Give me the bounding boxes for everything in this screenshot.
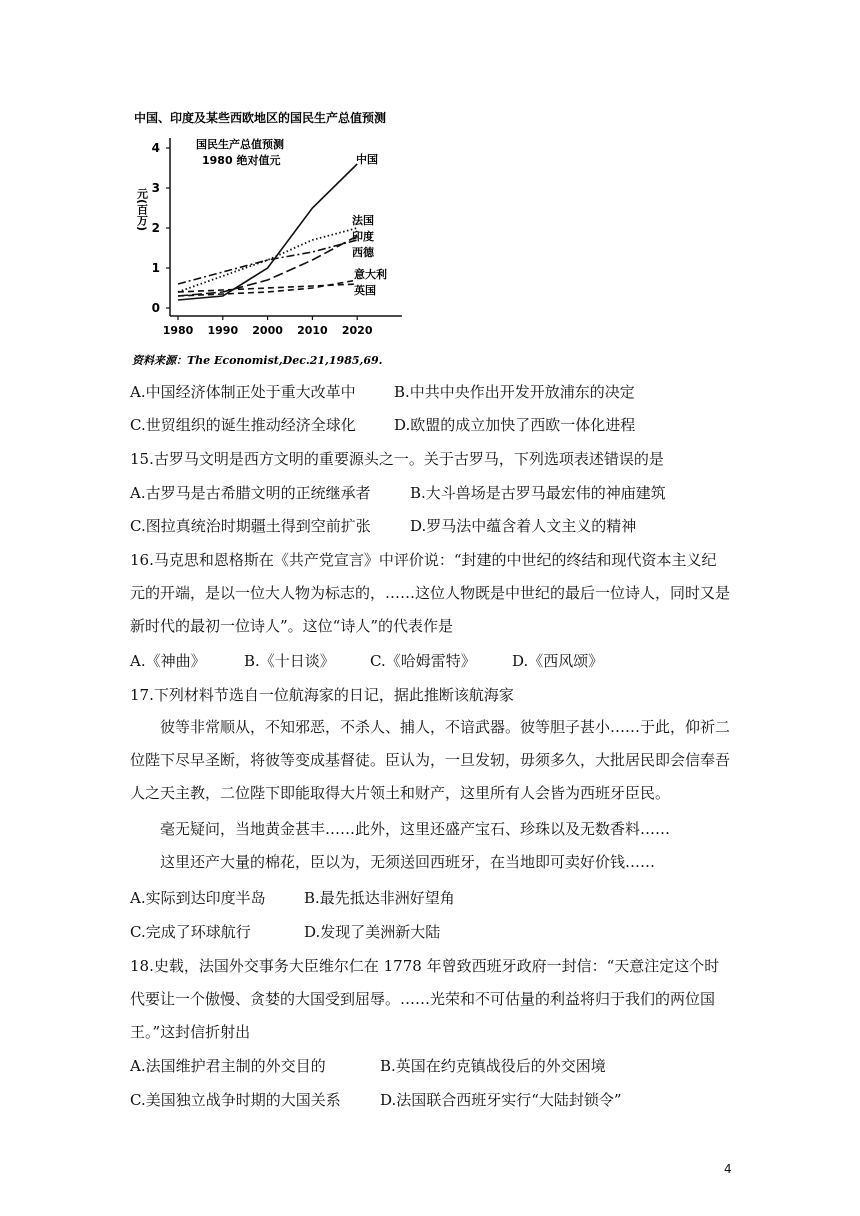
series-line-英国 <box>178 284 357 292</box>
q15-stem: 15.古罗马文明是西方文明的重要源头之一。关于古罗马，下列选项表述错误的是 <box>130 450 664 468</box>
q15-option-d: D.罗马法中蕴含着人文主义的精神 <box>410 517 637 535</box>
q16-option-b: B.《十日谈》 <box>244 652 335 670</box>
q17-passage-1: 彼等非常顺从，不知邪恶，不杀人、捕人，不谙武器。彼等胆子甚小……于此，仰祈二位陛下尽早圣断，将彼等变成基督徒。臣认为，一旦发轫，毋须多久，大批居民即会信奉吾人之天主教，二位陛下即能取得大片领土和财产，这里所有人会皆为西班牙臣民。 <box>130 718 731 802</box>
series-line-西德 <box>178 236 357 296</box>
gnp-chart <box>130 108 450 370</box>
q16-option-c: C.《哈姆雷特》 <box>370 652 476 670</box>
series-label: 印度 <box>352 230 374 243</box>
q16-option-d: D.《西风颂》 <box>512 652 604 670</box>
x-tick-label: 1980 <box>162 324 194 337</box>
q15-option-a: A.古罗马是古希腊文明的正统继承者 <box>130 484 371 502</box>
q17-passage-3: 这里还产大量的棉花，臣以为，无须送回西班牙，在当地即可卖好价钱…… <box>160 853 656 871</box>
series-label: 法国 <box>352 214 374 227</box>
x-tick-label: 2010 <box>297 324 328 337</box>
q17-option-a: A.实际到达印度半岛 <box>130 889 266 907</box>
q18-stem: 18.史载，法国外交事务大臣维尔仁在 1778 年曾致西班牙政府一封信：“天意注定这个时代要让一个傲慢、贪婪的大国受到屈辱。……光荣和不可估量的利益将归于我们的两位国王。”这封信折射出 <box>130 957 720 1041</box>
q14-option-a: A.中国经济体制正处于重大改革中 <box>130 383 356 401</box>
x-tick-label: 1990 <box>207 324 239 337</box>
y-tick-label: 0 <box>151 301 160 315</box>
q17-option-d: D.发现了美洲新大陆 <box>304 923 441 941</box>
y-tick-label: 4 <box>151 141 160 155</box>
q14-option-c: C.世贸组织的诞生推动经济全球化 <box>130 416 356 434</box>
q14-option-d: D.欧盟的成立加快了西欧一体化进程 <box>394 416 636 434</box>
q15-option-c: C.图拉真统治时期疆土得到空前扩张 <box>130 517 371 535</box>
gnp-chart-svg <box>130 108 450 370</box>
x-tick-label: 2000 <box>252 324 283 337</box>
q17-passage-2: 毫无疑问，当地黄金甚丰……此外，这里还盛产宝石、珍珠以及无数香料…… <box>160 820 671 838</box>
q18-option-a: A.法国维护君主制的外交目的 <box>130 1057 326 1075</box>
q18-option-c: C.美国独立战争时期的大国关系 <box>130 1091 341 1109</box>
y-tick-label: 2 <box>151 221 160 235</box>
y-tick-label: 3 <box>151 181 160 195</box>
x-tick-label: 2020 <box>341 324 373 337</box>
q14-option-b: B.中共中央作出开发开放浦东的决定 <box>394 383 635 401</box>
q15-option-b: B.大斗兽场是古罗马最宏伟的神庙建筑 <box>410 484 666 502</box>
q17-stem: 17.下列材料节选自一位航海家的日记，据此推断该航海家 <box>130 686 514 704</box>
series-label: 英国 <box>354 284 376 297</box>
chart-title: 中国、印度及某些西欧地区的国民生产总值预测 <box>134 111 387 125</box>
chart-note-1: 国民生产总值预测 <box>196 138 284 151</box>
chart-source: 资料来源：The Economist,Dec.21,1985,69. <box>132 354 383 367</box>
y-axis-label: 元(百万) <box>135 188 149 232</box>
q18-option-b: B.英国在约克镇战役后的外交困境 <box>380 1057 606 1075</box>
q17-option-b: B.最先抵达非洲好望角 <box>304 889 455 907</box>
series-label: 中国 <box>356 153 378 166</box>
page-number: 4 <box>724 1162 732 1176</box>
q16-option-a: A.《神曲》 <box>130 652 206 670</box>
q17-option-c: C.完成了环球航行 <box>130 923 251 941</box>
q16-stem: 16.马克思和恩格斯在《共产党宣言》中评价说：“封建的中世纪的终结和现代资本主义纪元的开端，是以一位大人物为标志的，……这位人物既是中世纪的最后一位诗人，同时又是新时代的最初一位诗人”。这位“诗人”的代表作是 <box>130 551 731 635</box>
y-tick-label: 1 <box>151 261 160 275</box>
series-line-印度 <box>178 240 357 284</box>
series-label: 西德 <box>352 246 374 259</box>
chart-note-2: 1980 绝对值元 <box>202 154 281 167</box>
q18-option-d: D.法国联合西班牙实行“大陆封锁令” <box>380 1091 622 1109</box>
series-label: 意大利 <box>354 268 387 281</box>
